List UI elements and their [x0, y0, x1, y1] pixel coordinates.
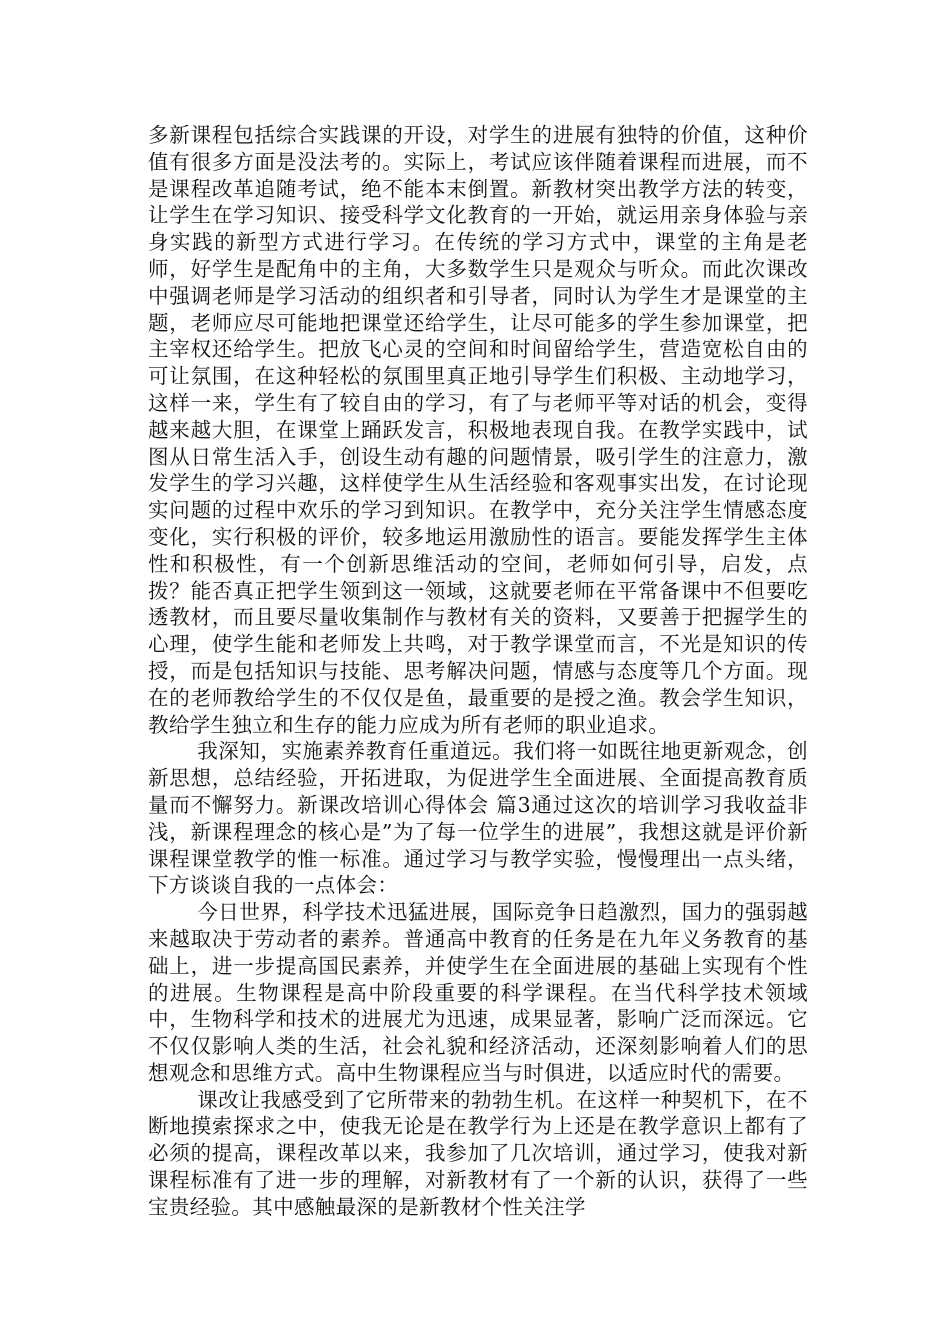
paragraph-3: 今日世界，科学技术迅猛进展，国际竞争日趋激烈，国力的强弱越来越取决于劳动者的素养。普通高中教育的任务是在九年义务教育的基础上，进一步提高国民素养，并使学生在全面进展的基础上实现有个性的进展。生物课程是高中阶段重要的科学课程。在当代科学技术领域中，生物科学和技术的进展尤为迅速，成果显著，影响广泛而深远。它不仅仅影响人类的生活，社会礼貌和经济活动，还深刻影响着人们的思想观念和思维方式。高中生物课程应当与时俱进，以适应时代的需要。: [148, 900, 808, 1085]
body-text: [148, 122, 808, 1221]
paragraph-1: 多新课程包括综合实践课的开设，对学生的进展有独特的价值，这种价值有很多方面是没法考的。实际上，考试应该伴随着课程而进展，而不是课程改革追随考试，绝不能本末倒置。新教材突出教学方法的转变，让学生在学习知识、接受科学文化教育的一开始，就运用亲身体验与亲身实践的新型方式进行学习。在传统的学习方式中，课堂的主角是老师，好学生是配角中的主角，大多数学生只是观众与听众。而此次课改中强调老师是学习活动的组织者和引导者，同时认为学生才是课堂的主题，老师应尽可能地把课堂还给学生，让尽可能多的学生参加课堂，把主宰权还给学生。把放飞心灵的空间和时间留给学生，营造宽松自由的可让氛围，在这种轻松的氛围里真正地引导学生们积极、主动地学习，这样一来，学生有了较自由的学习，有了与老师平等对话的机会，变得越来越大胆，在课堂上踊跃发言，积极地表现自我。在教学实践中，试图从日常生活入手，创设生动有趣的问题情景，吸引学生的注意力，激发学生的学习兴趣，这样使学生从生活经验和客观事实出发，在讨论现实问题的过程中欢乐的学习到知识。在教学中，充分关注学生情感态度变化，实行积极的评价，较多地运用激励性的语言。要能发挥学生主体性和积极性，有一个创新思维活动的空间，老师如何引导，启发，点拨？能否真正把学生领到这一领域，这就要老师在平常备课中不但要吃透教材，而且要尽量收集制作与教材有关的资料，又要善于把握学生的心理，使学生能和老师发上共鸣，对于教学课堂而言，不光是知识的传授，而是包括知识与技能、思考解决问题，情感与态度等几个方面。现在的老师教给学生的不仅仅是鱼，最重要的是授之渔。教会学生知识，教给学生独立和生存的能力应成为所有老师的职业追求。: [148, 123, 808, 737]
paragraph-4: 课改让我感受到了它所带来的勃勃生机。在这样一种契机下，在不断地摸索探求之中，使我无论是在教学行为上还是在教学意识上都有了必须的提高，课程改革以来，我参加了几次培训，通过学习，使我对新课程标准有了进一步的理解，对新教材有了一个新的认识，获得了一些宝贵经验。其中感触最深的是新教材个性关注学: [148, 1087, 808, 1219]
paragraph-2: 我深知，实施素养教育任重道远。我们将一如既往地更新观念，创新思想，总结经验，开拓进取，为促进学生全面进展、全面提高教育质量而不懈努力。新课改培训心得体会 篇3通过这次的培训学习我收益非浅，新课程理念的核心是”为了每一位学生的进展”，我想这就是评价新课程课堂教学的惟一标准。通过学习与教学实验，慢慢理出一点头绪，下方谈谈自我的一点体会：: [148, 739, 808, 898]
